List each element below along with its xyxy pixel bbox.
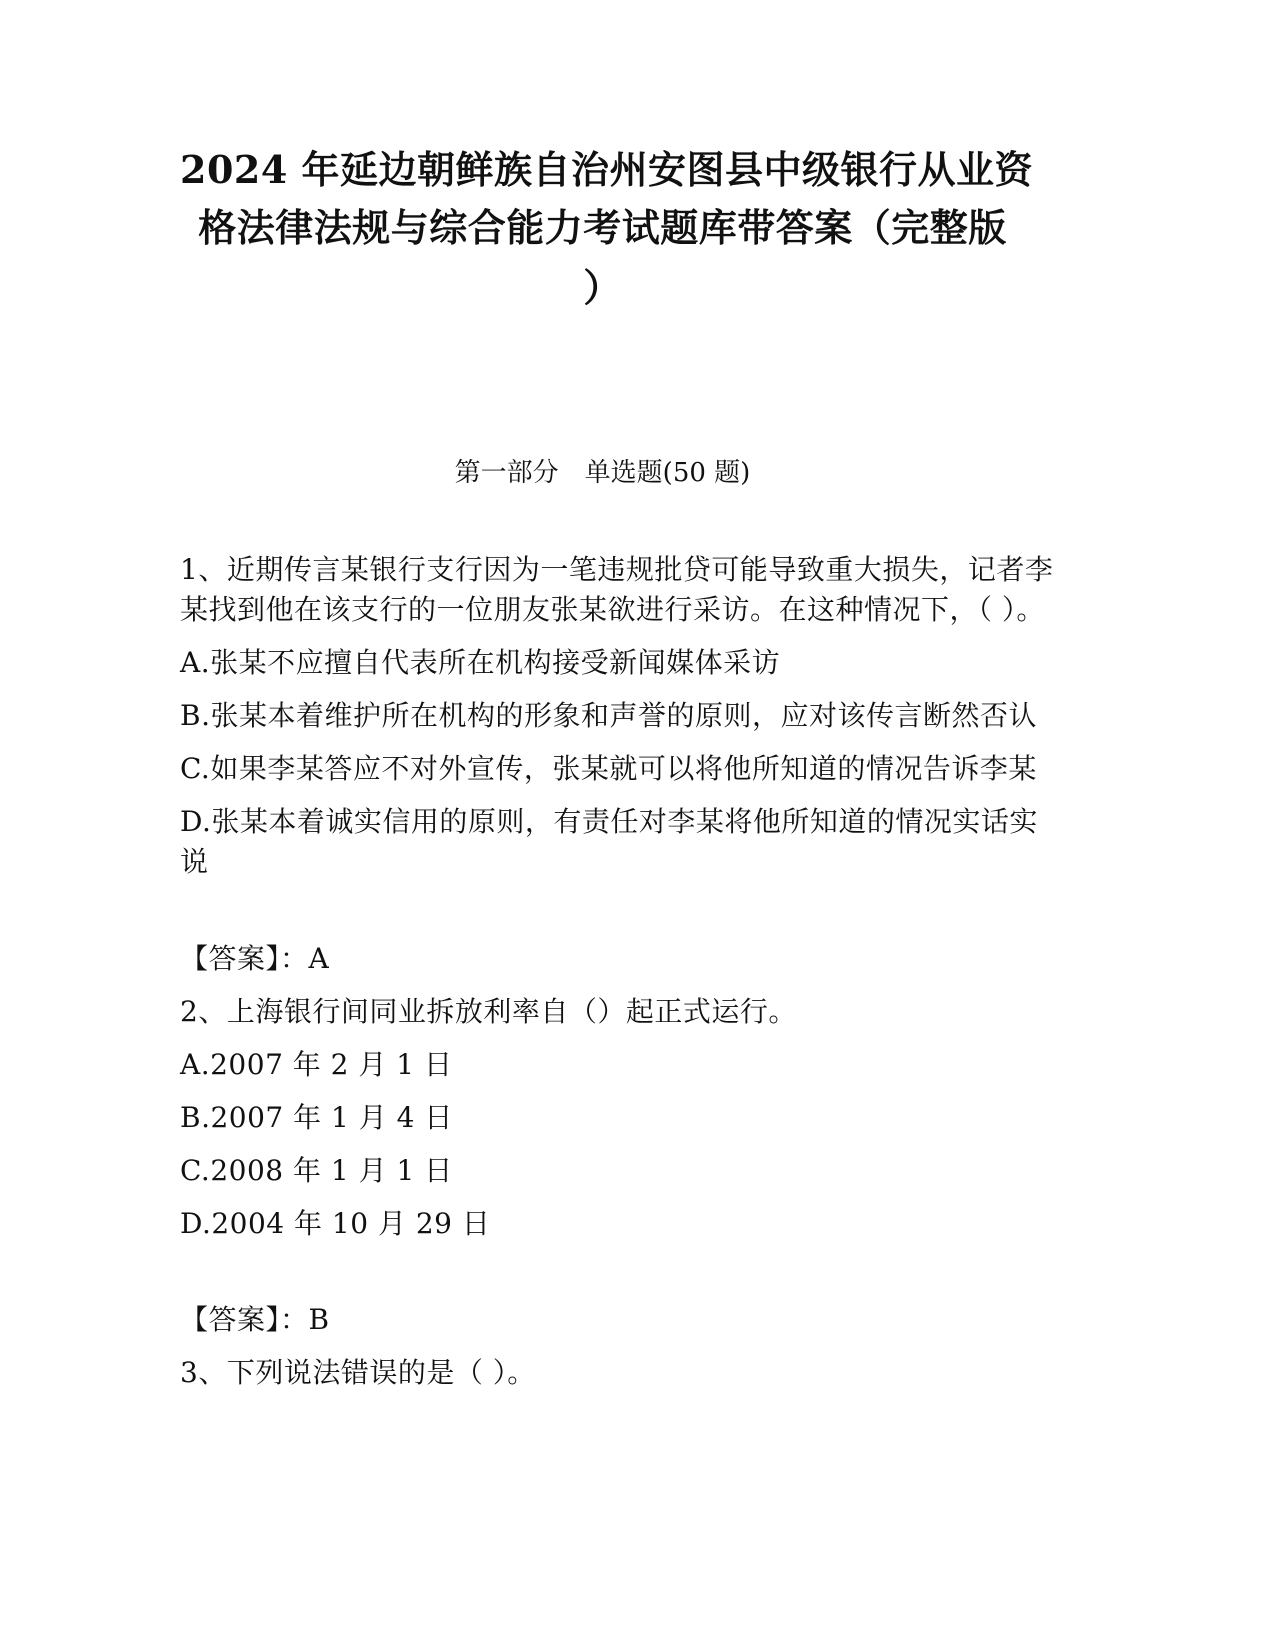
- question-1-option-d-line-1: D.张某本着诚实信用的原则，有责任对李某将他所知道的情况实话实: [180, 805, 1038, 838]
- question-1-option-a: A.张某不应擅自代表所在机构接受新闻媒体采访: [180, 646, 781, 679]
- question-1-option-c: C.如果李某答应不对外宣传，张某就可以将他所知道的情况告诉李某: [180, 752, 1037, 785]
- page-title-line-2: 格法律法规与综合能力考试题库带答案（完整版: [198, 205, 1007, 250]
- question-1-answer: 【答案】：A: [180, 942, 330, 975]
- question-1-stem-line-1: 1、近期传言某银行支行因为一笔违规批贷可能导致重大损失，记者李: [180, 553, 1054, 586]
- question-2-option-d: D.2004 年 10 月 29 日: [180, 1207, 491, 1240]
- question-2-stem: 2、上海银行间同业拆放利率自（）起正式运行。: [180, 995, 797, 1028]
- question-2-option-a: A.2007 年 2 月 1 日: [180, 1048, 453, 1081]
- question-1-stem-line-2: 某找到他在该支行的一位朋友张某欲进行采访。在这种情况下，（ ）。: [180, 593, 1045, 626]
- page-title-line-3: ）: [583, 265, 622, 310]
- question-1-option-d-line-2: 说: [180, 845, 209, 878]
- question-2-option-c: C.2008 年 1 月 1 日: [180, 1154, 453, 1187]
- page-title-line-1: 2024 年延边朝鲜族自治州安图县中级银行从业资: [180, 147, 1033, 192]
- section-heading: 第一部分 单选题(50 题): [454, 458, 751, 488]
- question-2-option-b: B.2007 年 1 月 4 日: [180, 1101, 453, 1134]
- question-2-answer: 【答案】：B: [180, 1303, 330, 1336]
- question-3-stem: 3、下列说法错误的是（ ）。: [180, 1356, 536, 1389]
- question-1-option-b: B.张某本着维护所在机构的形象和声誉的原则，应对该传言断然否认: [180, 699, 1037, 732]
